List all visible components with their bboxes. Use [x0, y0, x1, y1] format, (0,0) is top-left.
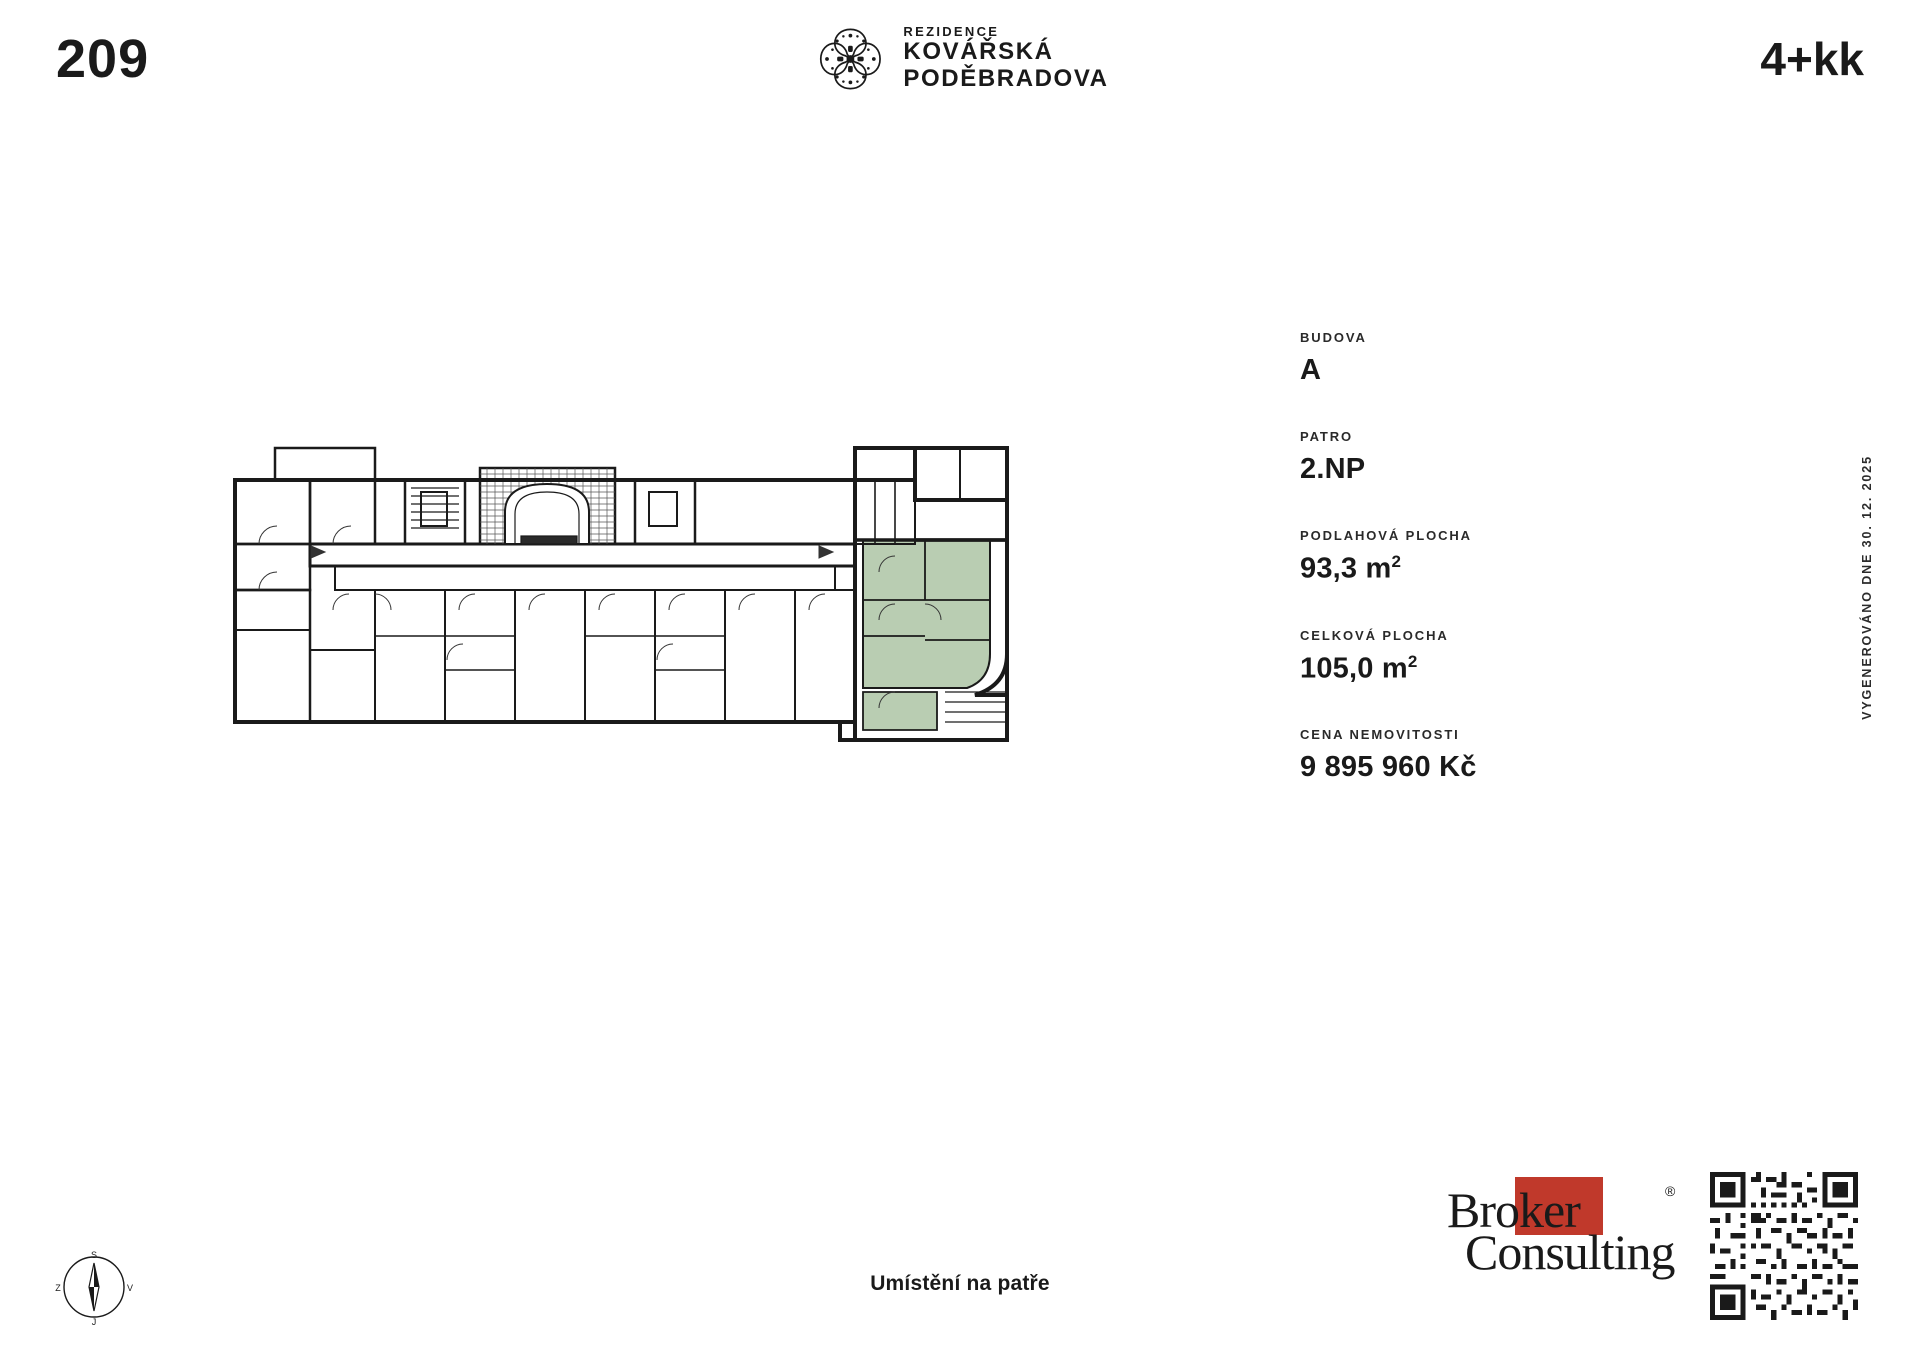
logo-word-consulting: Consulting	[1465, 1224, 1675, 1280]
info-block-patro	[1300, 429, 1630, 486]
info-label-budova: BUDOVA	[1300, 330, 1367, 345]
info-label-podlahova-plocha: PODLAHOVÁ PLOCHA	[1300, 528, 1472, 543]
podlahova-plocha-unit-exp: 2	[1391, 552, 1402, 571]
registered-trademark-icon: ®	[1665, 1183, 1676, 1199]
qr-code[interactable]	[1710, 1172, 1858, 1320]
info-value-patro: 2.NP	[1300, 453, 1366, 485]
svg-text:V: V	[126, 1283, 134, 1293]
info-block-celkova-plocha	[1300, 628, 1630, 686]
floorplan-drawing	[215, 440, 1135, 840]
celkova-plocha-unit-exp: 2	[1407, 651, 1418, 671]
svg-text:Z: Z	[55, 1283, 61, 1293]
info-value-celkova-plocha	[1300, 652, 1630, 686]
generated-date: VYGENEROVÁNO DNE 30. 12. 2025	[1860, 455, 1874, 720]
info-block-cena-nemovitosti	[1300, 727, 1630, 784]
info-block-budova	[1300, 330, 1630, 387]
info-value-budova: A	[1300, 354, 1322, 386]
unit-number: 209	[56, 29, 150, 89]
info-label-cena-nemovitosti: CENA NEMOVITOSTI	[1300, 727, 1460, 743]
info-label-patro: PATRO	[1300, 429, 1354, 444]
svg-text:S: S	[90, 1250, 98, 1260]
celkova-plocha-number: 105,0 m	[1300, 652, 1408, 685]
compass-rose-icon	[52, 1245, 136, 1329]
brand-line-kovarska: KOVÁŘSKÁ	[903, 38, 1054, 66]
unit-layout: 4+kk	[1760, 33, 1864, 85]
brand-logo	[811, 20, 1108, 98]
info-value-cena-nemovitosti: 9 895 960 Kč	[1300, 751, 1477, 784]
property-info-panel	[1300, 330, 1630, 826]
podlahova-plocha-number: 93,3 m	[1300, 552, 1392, 585]
info-label-celkova-plocha: CELKOVÁ PLOCHA	[1300, 627, 1449, 643]
brand-line-podebradova: PODĚBRADOVA	[903, 65, 1109, 93]
logo-word-broker: Broker	[1447, 1182, 1580, 1238]
broker-consulting-logo	[1447, 1175, 1707, 1285]
info-block-podlahova-plocha	[1300, 528, 1630, 586]
floorplan-caption: Umístění na patře	[870, 1272, 1050, 1295]
info-value-podlahova-plocha	[1300, 552, 1630, 586]
svg-text:J: J	[91, 1317, 97, 1327]
brand-line-rezidence: REZIDENCE	[903, 23, 1000, 39]
flower-ornament-icon	[811, 20, 889, 98]
